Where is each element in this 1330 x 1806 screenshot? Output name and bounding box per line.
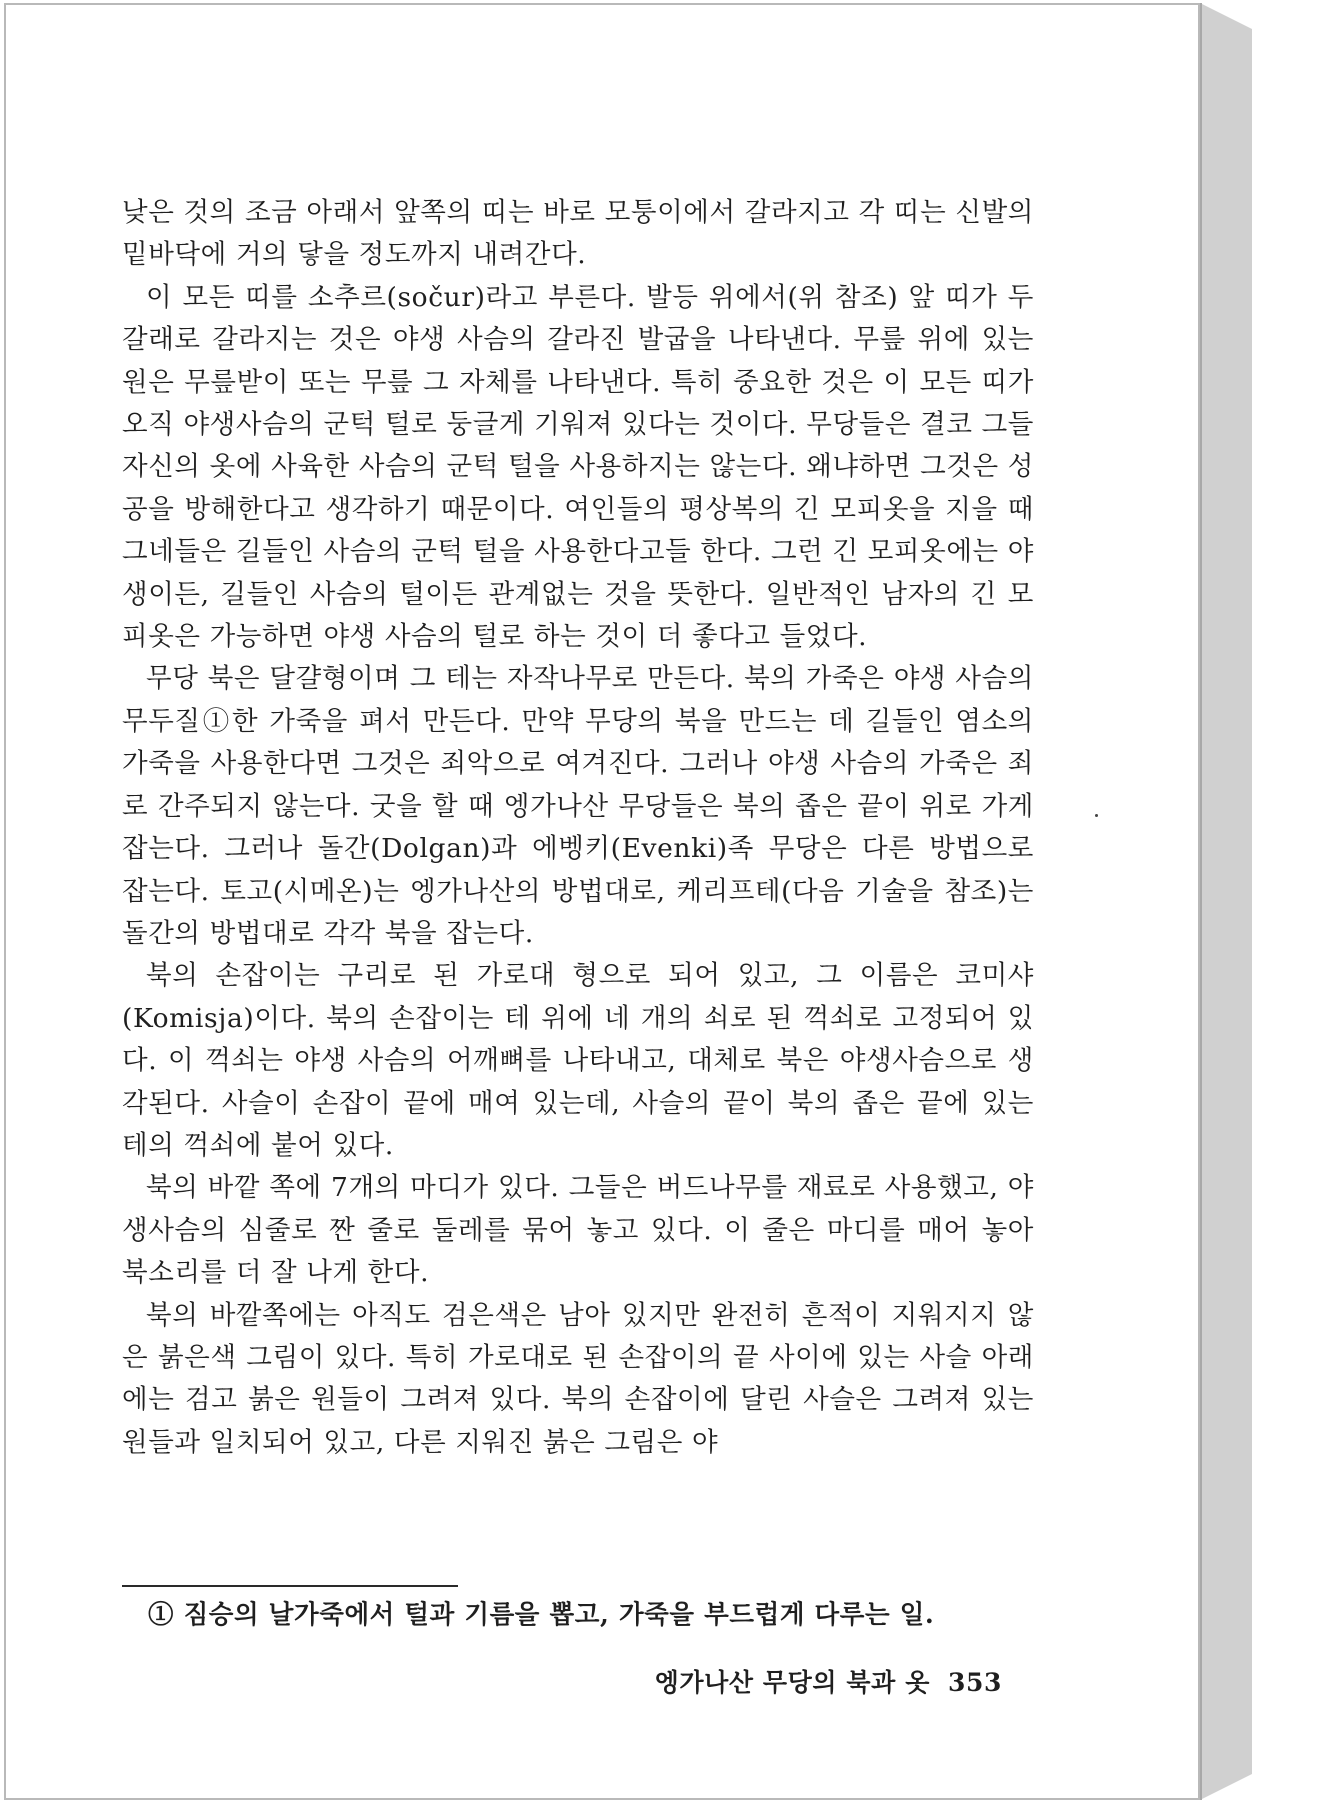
page-edge-line bbox=[1200, 3, 1202, 1800]
paragraph-2: 이 모든 띠를 소추르(sočur)라고 부른다. 발등 위에서(위 참조) 앞 띠가 두 갈래로 갈라지는 것은 야생 사슴의 갈라진 발굽을 나타낸다. 무릎 위에 있는 원은 무릎받이 또는 무릎 그 자체를 나타낸다. 특히 중요한 것은 이 모든 띠가 오직 야생사슴의 군턱 털로 둥글게 기워져 있다는 것이다. 무당들은 결코 그들 자신의 옷에 사육한 사슴의 군턱 털을 사용하지는 않는다. 왜냐하면 그것은 성공을 방해한다고 생각하기 때문이다. 여인들의 평상복의 긴 모피옷을 지을 때 그네들은 길들인 사슴의 군턱 털을 사용한다고들 한다. 그런 긴 모피옷에는 야생이든, 길들인 사슴의 털이든 관계없는 것을 뜻한다. 일반적인 남자의 긴 모피옷은 가능하면 야생 사슴의 털로 하는 것이 더 좋다고 들었다. bbox=[122, 281, 1034, 653]
paragraph-1: 낮은 것의 조금 아래서 앞쪽의 띠는 바로 모퉁이에서 갈라지고 각 띠는 신발의 밑바닥에 거의 닿을 정도까지 내려간다. bbox=[122, 197, 1034, 271]
paragraph-5: 북의 바깥 쪽에 7개의 마디가 있다. 그들은 버드나무를 재료로 사용했고, 야생사슴의 심줄로 짠 줄로 둘레를 묶어 놓고 있다. 이 줄은 마디를 매어 놓아 북소리를 더 잘 나게 한다. bbox=[122, 1172, 1034, 1289]
paragraph-3: 무당 북은 달걀형이며 그 테는 자작나무로 만든다. 북의 가죽은 야생 사슴의 무두질①한 가죽을 펴서 만든다. 만약 무당의 북을 만드는 데 길들인 염소의 가죽을 사용한다면 그것은 죄악으로 여겨진다. 그러나 야생 사슴의 가죽은 죄로 간주되지 않는다. 굿을 할 때 엥가나산 무당들은 북의 좁은 끝이 위로 가게 잡는다. 그러나 돌간(Dolgan)과 에벵키(Evenki)족 무당은 다른 방법으로 잡는다. 토고(시메온)는 엥가나산의 방법대로, 케리프테(다음 기술을 참조)는 돌간의 방법대로 각각 북을 잡는다. bbox=[122, 663, 1034, 949]
page-stack-edge bbox=[1200, 3, 1252, 1800]
paragraph-4: 북의 손잡이는 구리로 된 가로대 형으로 되어 있고, 그 이름은 코미샤(Komisja)이다. 북의 손잡이는 테 위에 네 개의 쇠로 된 꺽쇠로 고정되어 있다. 이 꺽쇠는 야생 사슴의 어깨뼈를 나타내고, 대체로 북은 야생사슴으로 생각된다. 사슬이 손잡이 끝에 매여 있는데, 사슬의 끝이 북의 좁은 끝에 있는 테의 꺽쇠에 붙어 있다. bbox=[122, 960, 1034, 1161]
body-text bbox=[122, 192, 1034, 1464]
footnote-divider bbox=[122, 1585, 458, 1587]
page-number: 353 bbox=[948, 1668, 1002, 1697]
paragraph-6: 북의 바깥쪽에는 아직도 검은색은 남아 있지만 완전히 흔적이 지워지지 않은 붉은색 그림이 있다. 특히 가로대로 된 손잡이의 끝 사이에 있는 사슬 아래에는 검고 붉은 원들이 그려져 있다. 북의 손잡이에 달린 사슬은 그려져 있는 원들과 일치되어 있고, 다른 지워진 붉은 그림은 야 bbox=[122, 1299, 1034, 1458]
running-footer bbox=[655, 1666, 1002, 1700]
running-title: 엥가나산 무당의 북과 옷 bbox=[654, 1668, 930, 1697]
footnote: ① 짐승의 날가죽에서 털과 기름을 뽑고, 가죽을 부드럽게 다루는 일. bbox=[148, 1600, 935, 1630]
print-speck bbox=[1095, 814, 1098, 817]
